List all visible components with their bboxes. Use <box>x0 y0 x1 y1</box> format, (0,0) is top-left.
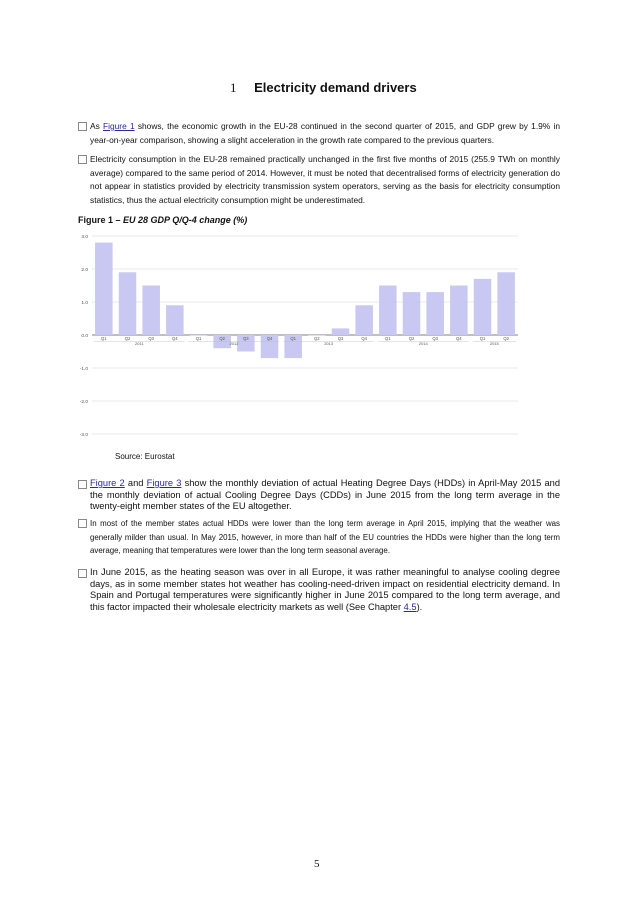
x-tick-label: Q3 <box>337 336 344 341</box>
x-tick-label: Q4 <box>456 336 462 341</box>
x-tick-label: Q1 <box>479 336 486 341</box>
paragraph-text <box>90 120 560 147</box>
x-tick-label: Q4 <box>266 336 273 341</box>
y-tick-label: -3.0 <box>79 433 88 438</box>
bar-q2-1 <box>119 272 137 335</box>
figure-3-link[interactable]: Figure 3 <box>146 478 182 488</box>
year-label: 2015 <box>489 341 499 346</box>
x-tick-label: Q4 <box>172 336 178 341</box>
text-span: shows, the economic growth in the EU-28 continued in the second quarter of 2015, and GDP grew by 1.9% in year-on-year comparison, showing a slight acceleration in the growth rate compared to the previous quarters. <box>90 121 560 145</box>
bullet-paragraph <box>78 153 560 207</box>
bar-q4-15 <box>450 286 468 336</box>
y-tick-label: 1.0 <box>81 301 88 306</box>
year-label: 2014 <box>418 341 428 346</box>
y-tick-label: -1.0 <box>79 367 88 372</box>
checkbox-icon <box>78 155 87 164</box>
chart-bars <box>95 243 515 359</box>
x-tick-label: Q1 <box>195 336 202 341</box>
figure-2-link[interactable]: Figure 2 <box>90 478 125 488</box>
figure-title: EU 28 GDP Q/Q-4 change (%) <box>123 215 248 225</box>
x-tick-label: Q2 <box>219 336 225 341</box>
checkbox-icon <box>78 519 87 528</box>
paragraph-text <box>90 567 560 613</box>
bar-q1-16 <box>474 279 492 335</box>
figure-label: Figure 1 – <box>78 215 124 225</box>
y-tick-label: 2.0 <box>81 268 88 273</box>
chart-y-labels <box>80 234 89 438</box>
y-tick-label: -2.0 <box>79 400 88 405</box>
checkbox-icon <box>78 569 87 578</box>
paragraph-text: Electricity consumption in the EU-28 remained practically unchanged in the first five months of 2015 (255.9 TWh on monthly average) compared to the same period of 2014. However, it must be noted that decentralised forms of electricity generation do not appear in statistics provided by electricity transmission system operators, serving as the basis for electricity consumption statistics, thus the actual electricity consumption might be underestimated. <box>90 154 560 205</box>
x-tick-label: Q2 <box>314 336 320 341</box>
paragraph-text: In most of the member states actual HDDs were lower than the long term average in April 2015, implying that the weather was generally milder than usual. In May 2015, however, in more than half of the EU countries the HDDs were higher than the long term average, meaning that temperatures were lower than the long term seasonal average. <box>90 519 560 555</box>
x-tick-label: Q1 <box>101 336 107 341</box>
bar-q1-0 <box>95 243 113 335</box>
text-span: and <box>124 478 147 488</box>
bar-q4-11 <box>355 305 373 335</box>
chart-source: Source: Eurostat <box>115 452 175 461</box>
x-tick-label: Q4 <box>361 336 367 341</box>
x-tick-label: Q2 <box>408 336 415 341</box>
checkbox-icon <box>78 480 87 489</box>
year-label: 2011 <box>135 341 144 346</box>
x-tick-label: Q3 <box>432 336 438 341</box>
bullet-paragraph <box>78 478 560 513</box>
bar-q2-17 <box>497 272 515 335</box>
y-tick-label: 0.0 <box>81 334 88 339</box>
checkbox-icon <box>78 122 87 131</box>
x-tick-label: Q3 <box>148 336 154 341</box>
bar-q3-10 <box>332 328 350 335</box>
y-tick-label: 3.0 <box>81 235 88 240</box>
year-label: 2012 <box>229 341 239 346</box>
bar-q3-14 <box>426 292 444 335</box>
bullet-paragraph <box>78 567 560 613</box>
year-label: 2013 <box>324 341 334 346</box>
page-number: 5 <box>314 858 320 870</box>
gdp-bar-chart <box>78 228 526 440</box>
bar-q4-3 <box>166 305 184 335</box>
text-span: show the monthly deviation of actual Heating Degree Days (HDDs) in April-May 2015 and the monthly deviation of actual Cooling Degree Days (CDDs) in June 2015 from the long term average in the twenty-eight member states of the EU altogether. <box>90 478 561 511</box>
paragraph-text <box>90 478 560 513</box>
section-title: Electricity demand drivers <box>254 80 417 95</box>
bar-q1-12 <box>379 286 397 336</box>
bullet-paragraph <box>78 517 560 558</box>
section-heading <box>230 80 417 96</box>
x-tick-label: Q2 <box>124 336 131 341</box>
chapter-4-5-link[interactable]: 4.5 <box>403 601 417 612</box>
text-span: In June 2015, as the heating season was over in all Europe, it was rather meaningful to analyse cooling degree days, as in some member states hot weather has cooling-need-driven impact on residential electricity demand. In Spain and Portugal temperatures were significantly higher in June 2015 compared to the long term average, and this factor impacted their wholesale electricity markets as well (See Chapter <box>90 567 560 612</box>
x-tick-label: Q1 <box>290 336 296 341</box>
text-span: ). <box>416 601 423 612</box>
text-span: As <box>90 121 103 131</box>
chart-x-labels <box>94 336 516 346</box>
bar-q2-13 <box>403 292 421 335</box>
bullet-paragraph <box>78 120 560 147</box>
figure-caption <box>78 215 247 225</box>
x-tick-label: Q1 <box>385 336 391 341</box>
section-number: 1 <box>230 80 237 95</box>
x-tick-label: Q3 <box>243 336 249 341</box>
bar-q3-2 <box>142 286 160 336</box>
figure-1-link[interactable]: Figure 1 <box>103 121 135 131</box>
x-tick-label: Q2 <box>503 336 509 341</box>
